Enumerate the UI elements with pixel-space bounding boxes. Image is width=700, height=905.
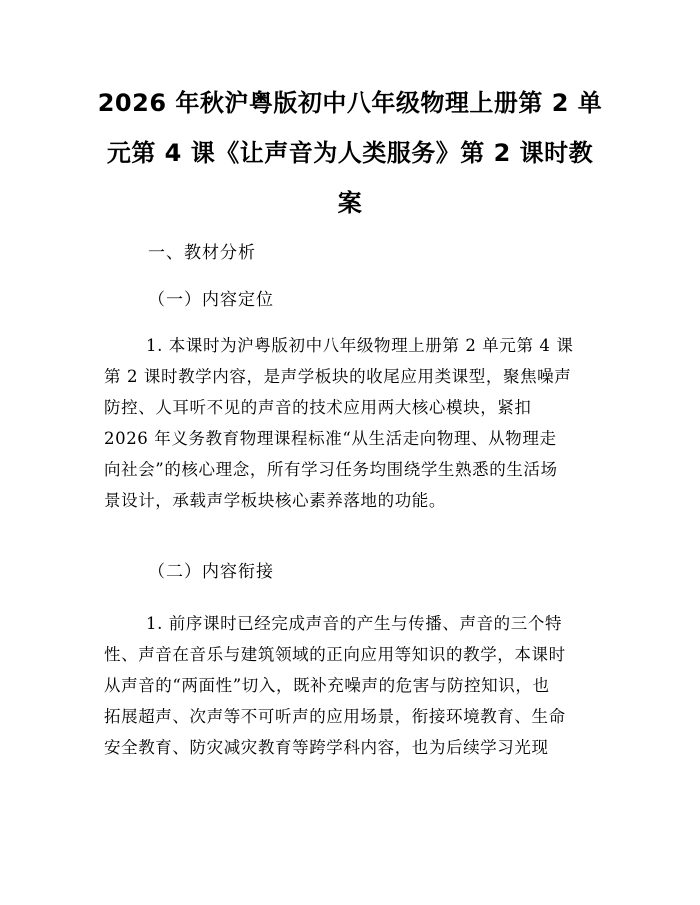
paragraph-line: 1. 本课时为沪粤版初中八年级物理上册第 2 单元第 4 课 [146, 336, 574, 355]
paragraph-line: 2026 年义务教育物理课程标准“从生活走向物理、从物理走 [104, 429, 557, 448]
paragraph-line: 防控、人耳听不见的声音的技术应用两大核心模块，紧扣 [104, 398, 532, 417]
paragraph-line: 性、声音在音乐与建筑领域的正向应用等知识的教学，本课时 [104, 645, 566, 664]
paragraph-line: 向社会”的核心理念，所有学习任务均围绕学生熟悉的生活场 [104, 460, 558, 479]
title-line: 2026 年秋沪粤版初中八年级物理上册第 2 单 [97, 89, 603, 117]
document-title [96, 78, 604, 228]
subsection-heading-content-connection: （二）内容衔接 [148, 562, 274, 582]
paragraph-line: 1. 前序课时已经完成声音的产生与传播、声音的三个特 [146, 614, 563, 633]
paragraph-line: 第 2 课时教学内容，是声学板块的收尾应用类课型，聚焦噪声 [104, 367, 572, 386]
paragraph-content-positioning [104, 330, 600, 516]
paragraph-content-connection [104, 608, 600, 763]
title-line: 案 [337, 189, 363, 217]
paragraph-line: 安全教育、防灾减灾教育等跨学科内容，也为后续学习光现 [104, 738, 549, 757]
paragraph-line: 拓展超声、次声等不可听声的应用场景，衔接环境教育、生命 [104, 707, 566, 726]
subsection-heading-content-positioning: （一）内容定位 [148, 290, 274, 310]
paragraph-line: 从声音的“两面性”切入，既补充噪声的危害与防控知识，也 [104, 676, 550, 695]
title-line: 元第 4 课《让声音为人类服务》第 2 课时教 [106, 139, 594, 167]
section-heading-textbook-analysis: 一、教材分析 [148, 243, 256, 263]
paragraph-line: 景设计，承载声学板块核心素养落地的功能。 [104, 491, 446, 510]
